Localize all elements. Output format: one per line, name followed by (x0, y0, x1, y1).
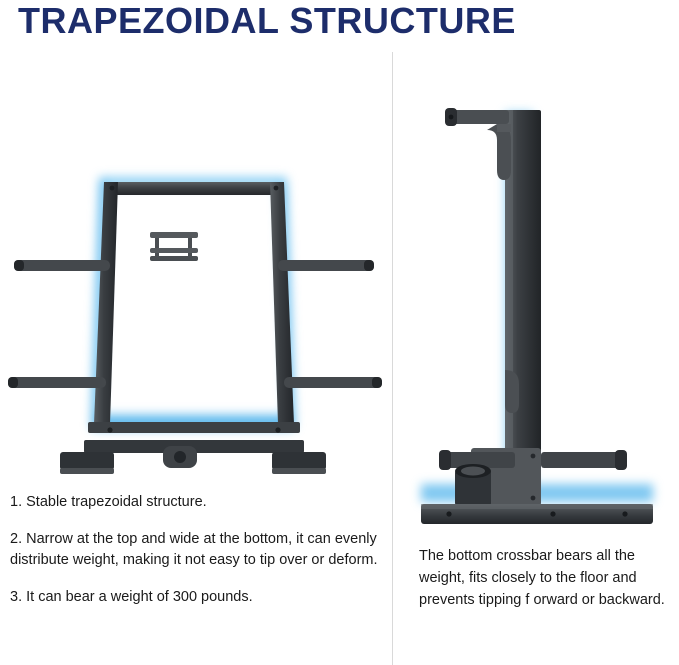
bullet-3: 3. It can bear a weight of 300 pounds. (10, 589, 253, 606)
peg-upper-right (278, 260, 374, 271)
bullet-1: 1. Stable trapezoidal structure. (10, 494, 207, 510)
upper-hook-top (497, 124, 511, 132)
right-support-arm (541, 452, 625, 468)
upper-hook (487, 124, 511, 180)
right-foot (272, 452, 326, 470)
bolt (107, 427, 112, 432)
bolt (274, 186, 279, 191)
left-foot-pad (60, 468, 114, 474)
bolt (275, 427, 280, 432)
right-caption-text: The bottom crossbar bears all the weight, fits closely to the floor and prevents tipping f orward or backward. (419, 548, 665, 608)
side-view-figure (393, 52, 679, 532)
right-support-cap (615, 450, 627, 470)
blue-glow (96, 178, 292, 428)
crossbar-bolt (446, 511, 451, 516)
bracket-bolt (531, 454, 536, 459)
bullet-2: 2. Narrow at the top and wide at the bottom, it can evenly distribute weight, making it not easy to tip over or deform. (10, 531, 378, 569)
bottom-crossbar-highlight (421, 504, 653, 509)
bracket-bolt (531, 496, 536, 501)
page-title: TRAPEZOIDAL STRUCTURE (18, 0, 516, 41)
left-foot (60, 452, 114, 470)
right-panel (392, 52, 679, 665)
peg-upper-left (14, 260, 110, 271)
barbell-hanger (150, 232, 198, 261)
bolt (110, 186, 115, 191)
front-view-illustration (0, 52, 388, 477)
mid-hook (505, 370, 519, 413)
crossbar-bolt (622, 511, 627, 516)
left-bullet-list (10, 492, 380, 624)
left-support-cap (439, 450, 451, 470)
peg-lower-right (284, 377, 382, 388)
bar-cup-holder (455, 464, 491, 506)
bottom-crossbar-upper (88, 422, 300, 433)
front-view-figure (0, 52, 388, 477)
top-arm (449, 110, 509, 124)
peg-lower-left (8, 377, 106, 388)
center-bracket-hole (174, 451, 186, 463)
right-caption (419, 546, 669, 611)
top-crossbar (104, 182, 284, 195)
side-view-illustration (393, 52, 679, 532)
crossbar-bolt (550, 511, 555, 516)
left-panel (0, 52, 388, 665)
top-arm-bolt (449, 115, 454, 120)
right-foot-pad (272, 468, 326, 474)
